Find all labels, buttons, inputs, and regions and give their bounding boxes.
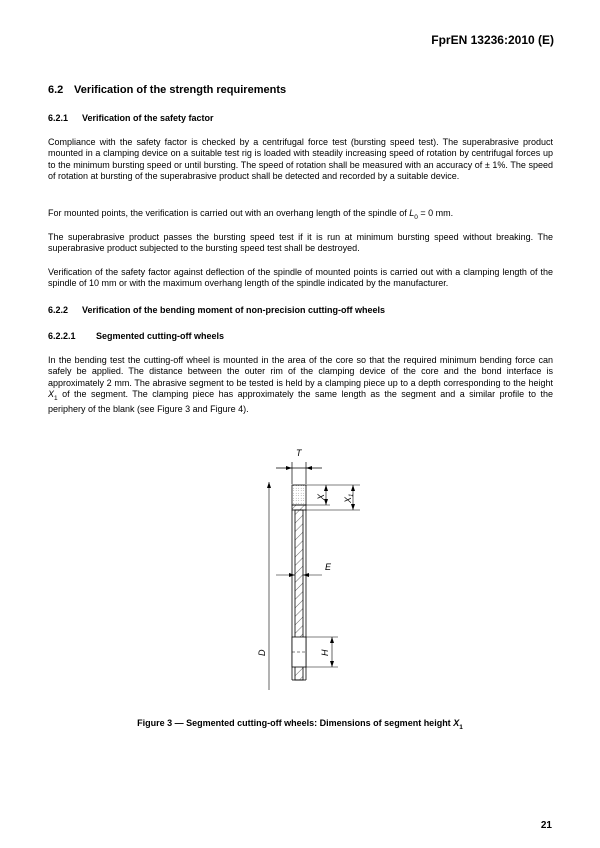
- subsection-title: Verification of the bending moment of non-precision cutting-off wheels: [82, 305, 386, 315]
- subsection-heading-622: [48, 305, 385, 315]
- figure-caption: [0, 718, 600, 731]
- text-run: For mounted points, the verification is carried out with an overhang length of the spindle of: [48, 208, 410, 218]
- subscript: 1: [54, 395, 58, 403]
- label-X1-main: X: [343, 496, 353, 503]
- paragraph-deflection: Verification of the safety factor against deflection of the spindle of mounted points is carried out with a clamping length of the spindle of 10 mm or with the maximum overhang length of the spindle indicated by the manufacturer.: [48, 267, 553, 289]
- text-run: In the bending test the cutting-off wheel is mounted in the area of the core so that the required minimum bending force can safely be applied. The distance between the outer rim of the clamping device of the core and the bond interface is approximately 2 mm. The abrasive segment to be tested is held by a clamping piece up to a depth corresponding to the height: [48, 355, 553, 388]
- symbol-X: X: [48, 389, 55, 400]
- caption-subscript: 1: [459, 723, 463, 731]
- label-X1-sub: 1: [349, 493, 355, 497]
- technical-drawing: [240, 442, 370, 697]
- subsection-title: Segmented cutting-off wheels: [96, 331, 225, 341]
- section-heading: [48, 84, 286, 96]
- text-run: of the segment. The clamping piece has approximately the same length as the segment and a similar profile to the periphery of the blank (see Figure 3 and Figure 4).: [48, 389, 553, 415]
- paragraph-bursting-test: Compliance with the safety factor is checked by a centrifugal force test (bursting speed test). The superabrasive product mounted in a clamping device on a suitable test rig is loaded with steadily increasing speed of rotation by centrifugal forces up to the minimum bursting speed or until bursting. The speed of rotation shall be measured with an accuracy of ± 1%. The speed of rotation at bursting of the superabrasive product shall be detected and recorded by a suitable device.: [48, 137, 553, 182]
- document-id-header: FprEN 13236:2010 (E): [431, 33, 554, 47]
- subsection-heading-621: [48, 113, 214, 123]
- label-H: H: [320, 649, 330, 656]
- symbol-L: L: [409, 208, 415, 218]
- section-title: Verification of the strength requirements: [74, 84, 287, 96]
- paragraph-mounted-points: [48, 208, 553, 223]
- subsection-number: 6.2.2: [48, 305, 69, 315]
- subsection-heading-6221: [48, 331, 224, 341]
- page-number: 21: [540, 820, 552, 831]
- section-number: 6.2: [48, 84, 64, 96]
- label-D: D: [257, 649, 267, 656]
- subsection-title: Verification of the safety factor: [82, 113, 214, 123]
- label-T: T: [296, 448, 302, 458]
- paragraph-pass-criteria: The superabrasive product passes the bursting speed test if it is run at minimum bursting speed without breaking. The superabrasive product subjected to the bursting speed test shall be destroyed.: [48, 232, 553, 254]
- caption-symbol: X: [453, 718, 460, 728]
- subscript: 0: [414, 213, 418, 221]
- subsection-number: 6.2.2.1: [48, 331, 76, 341]
- label-E: E: [325, 562, 332, 572]
- label-X: X: [316, 493, 326, 500]
- subsection-number: 6.2.1: [48, 113, 69, 123]
- figure-segment-drawing: [240, 442, 370, 697]
- caption-text: Figure 3 — Segmented cutting-off wheels: Dimensions of segment height: [137, 718, 454, 728]
- text-run: = 0 mm.: [417, 208, 454, 218]
- paragraph-bending-test: [48, 355, 553, 416]
